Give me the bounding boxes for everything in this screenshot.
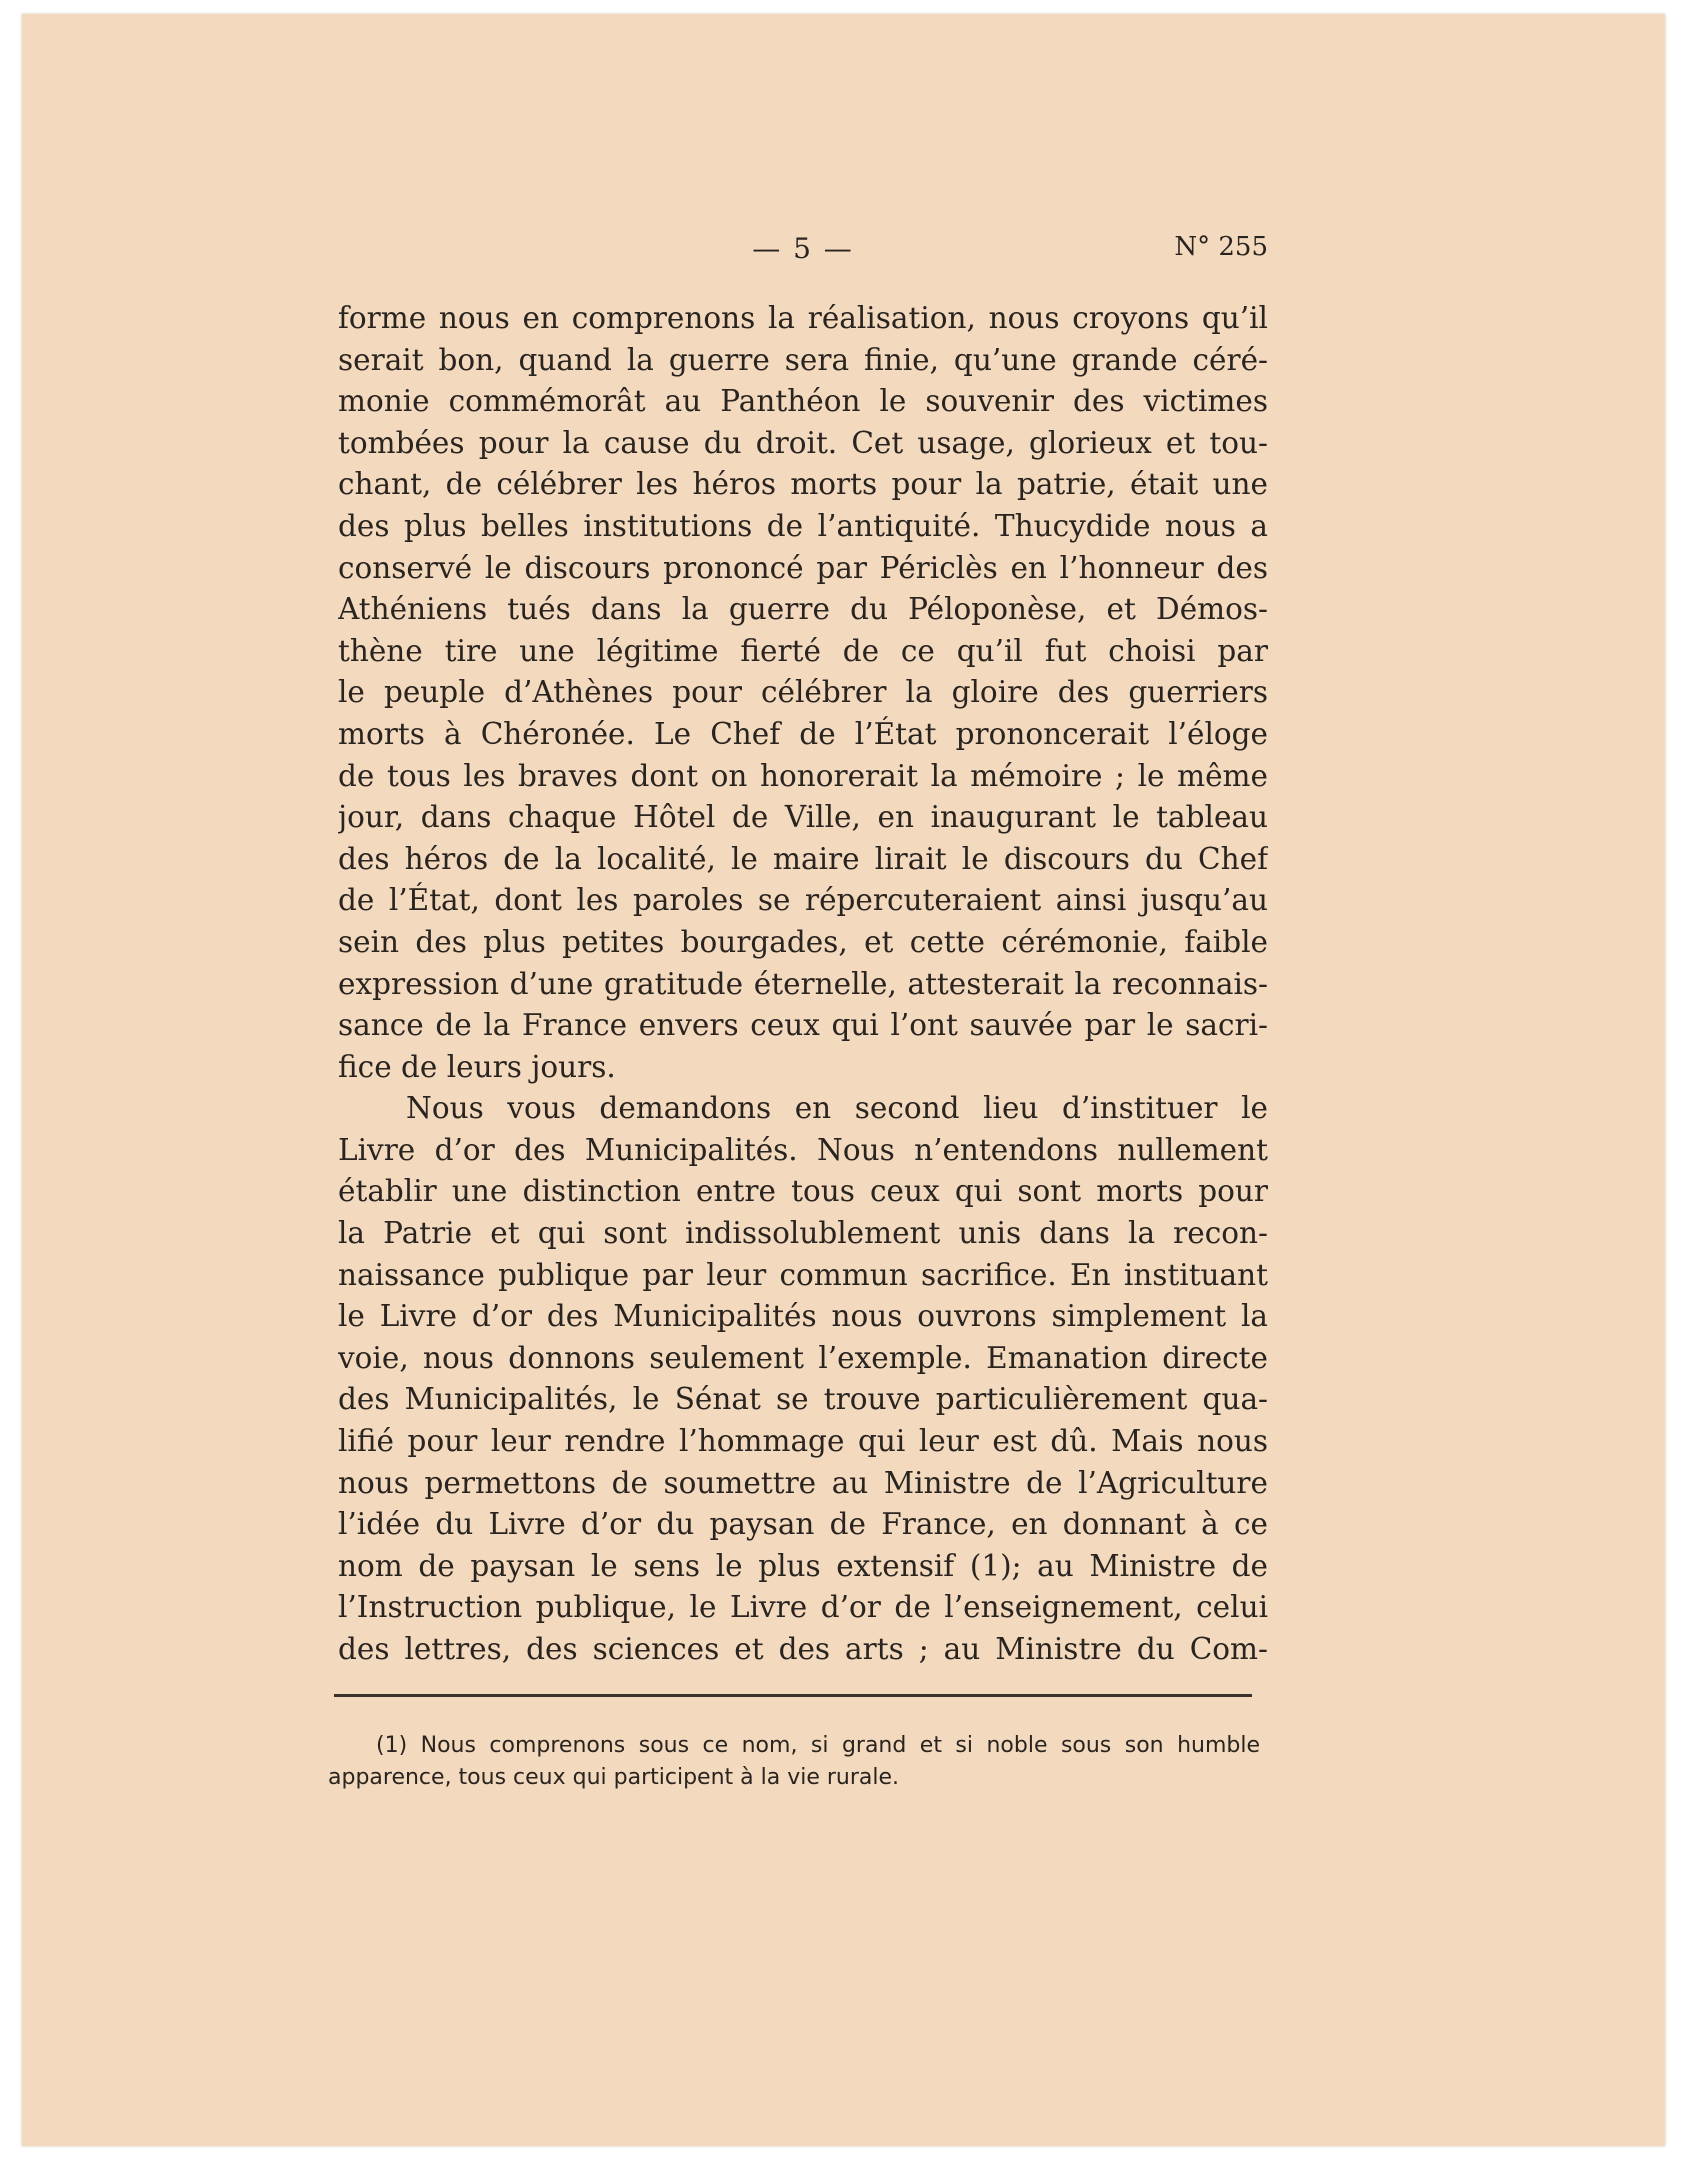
text-line: établir une distinction entre tous ceux qui sont morts pour xyxy=(338,1174,1268,1209)
text-line: des plus belles institutions de l’antiquité. Thucydide nous a xyxy=(338,508,1268,543)
text-line: morts à Chéronée. Le Chef de l’État prononcerait l’éloge xyxy=(338,716,1268,751)
footnote-divider xyxy=(334,1694,1252,1697)
text-line: chant, de célébrer les héros morts pour la patrie, était une xyxy=(338,467,1268,502)
text-line: fice de leurs jours. xyxy=(338,1049,616,1084)
text-line: le Livre d’or des Municipalités nous ouvrons simplement la xyxy=(338,1299,1268,1334)
text-line: des lettres, des sciences et des arts ; au Ministre du Com- xyxy=(338,1632,1268,1666)
text-line: l’idée du Livre d’or du paysan de France, en donnant à ce xyxy=(338,1507,1268,1542)
text-line: nom de paysan le sens le plus extensif (1); au Ministre de xyxy=(338,1548,1268,1583)
text-line: de tous les braves dont on honorerait la mémoire ; le même xyxy=(338,758,1268,793)
text-line: l’Instruction publique, le Livre d’or de l’enseignement, celui xyxy=(338,1590,1268,1625)
text-line: sance de la France envers ceux qui l’ont sauvée par le sacri- xyxy=(338,1008,1268,1043)
text-line: monie commémorât au Panthéon le souvenir des victimes xyxy=(338,384,1268,419)
text-line: Athéniens tués dans la guerre du Péloponèse, et Démos- xyxy=(338,592,1268,627)
text-line: forme nous en comprenons la réalisation, nous croyons qu’il xyxy=(338,301,1268,335)
page-header xyxy=(338,232,1268,276)
text-line: Livre d’or des Municipalités. Nous n’entendons nullement xyxy=(338,1132,1268,1167)
text-line: sein des plus petites bourgades, et cette cérémonie, faible xyxy=(338,924,1268,959)
text-line: voie, nous donnons seulement l’exemple. Emanation directe xyxy=(338,1340,1268,1375)
text-line: lifié pour leur rendre l’hommage qui leur est dû. Mais nous xyxy=(338,1424,1268,1459)
text-line: naissance publique par leur commun sacrifice. En instituant xyxy=(338,1257,1268,1292)
page-number: — 5 — xyxy=(752,232,854,265)
text-line: Nous vous demandons en second lieu d’instituer le xyxy=(406,1091,1268,1126)
text-line: de l’État, dont les paroles se répercuteraient ainsi jusqu’au xyxy=(338,883,1268,918)
body-text xyxy=(338,298,1268,1671)
document-page xyxy=(22,14,1665,2146)
document-number: N° 255 xyxy=(1174,232,1268,262)
text-line: thène tire une légitime fierté de ce qu’il fut choisi par xyxy=(338,633,1268,668)
text-line: des Municipalités, le Sénat se trouve particulièrement qua- xyxy=(338,1382,1268,1417)
text-line: tombées pour la cause du droit. Cet usage, glorieux et tou- xyxy=(338,425,1268,460)
text-line: jour, dans chaque Hôtel de Ville, en inaugurant le tableau xyxy=(338,800,1268,835)
text-line: conservé le discours prononcé par Périclès en l’honneur des xyxy=(338,550,1268,585)
text-line: expression d’une gratitude éternelle, attesterait la reconnais- xyxy=(338,966,1268,1001)
footnote xyxy=(328,1730,1260,1794)
footnote-line: apparence, tous ceux qui participent à la vie rurale. xyxy=(328,1765,900,1790)
text-line: des héros de la localité, le maire lirait le discours du Chef xyxy=(338,841,1268,876)
text-line: nous permettons de soumettre au Ministre de l’Agriculture xyxy=(338,1465,1268,1500)
text-line: la Patrie et qui sont indissolublement unis dans la recon- xyxy=(338,1216,1268,1251)
footnote-line: (1) Nous comprenons sous ce nom, si grand et si noble sous son humble xyxy=(376,1733,1260,1758)
text-line: serait bon, quand la guerre sera finie, qu’une grande céré- xyxy=(338,342,1268,377)
text-line: le peuple d’Athènes pour célébrer la gloire des guerriers xyxy=(338,675,1268,710)
